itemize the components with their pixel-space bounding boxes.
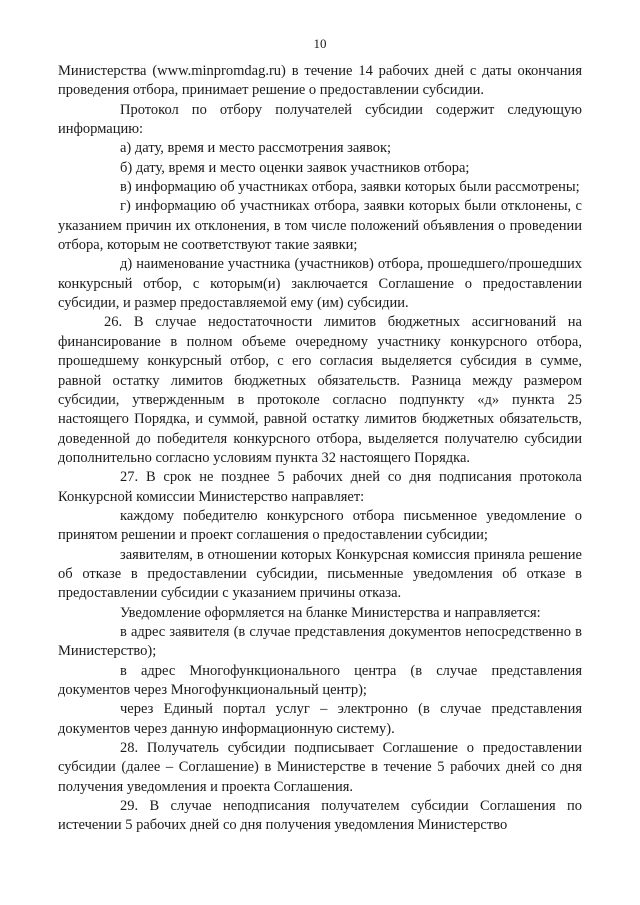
- paragraph-continuation: Министерства (www.minpromdag.ru) в течение 14 рабочих дней с даты окончания проведения отбора, принимает решение о предоставлении субсидии.: [58, 63, 582, 99]
- list-item-d: д) наименование участника (участников) отбора, прошедшего/прошедших конкурсный отбор, с которым(и) заключается Соглашение о предоставлении субсидии, и размер предоставляемой ему (им) субсидии.: [58, 256, 582, 312]
- clause-27: 27. В срок не позднее 5 рабочих дней со дня подписания протокола Конкурсной комиссии Министерство направляет:: [58, 469, 582, 505]
- paragraph-protocol-intro: Протокол по отбору получателей субсидии содержит следующую информацию:: [58, 101, 582, 138]
- clause-29: 29. В случае неподписания получателем субсидии Соглашения по истечении 5 рабочих дней со дня получения уведомления Министерство: [58, 798, 582, 834]
- clause-28: 28. Получатель субсидии подписывает Соглашение о предоставлении субсидии (далее – Соглашение) в Министерстве в течение 5 рабочих дней со дня получения уведомления и проекта Соглашения.: [58, 740, 582, 795]
- clause-27-refusals: заявителям, в отношении которых Конкурсная комиссия приняла решение об отказе в предоставлении субсидии, письменные уведомления об отказе в предоставлении субсидии с указанием причины отказа.: [58, 546, 582, 602]
- document-body: [58, 62, 582, 836]
- notification-form: Уведомление оформляется на бланке Министерства и направляется:: [120, 604, 541, 621]
- list-item-a: а) дату, время и место рассмотрения заявок;: [120, 140, 392, 157]
- page-number: 10: [313, 36, 327, 51]
- list-item-v: в) информацию об участниках отбора, заявки которых были рассмотрены;: [120, 179, 580, 196]
- delivery-applicant: в адрес заявителя (в случае представления документов непосредственно в Министерство);: [58, 623, 582, 660]
- delivery-mfc: в адрес Многофункционального центра (в случае представления документов через Многофункциональный центр);: [58, 662, 582, 698]
- list-item-g: г) информацию об участниках отбора, заявки которых были отклонены, с указанием причин их отклонения, в том числе положений объявления о проведении отбора, которым не соответствуют такие заявки;: [58, 198, 582, 254]
- delivery-portal: через Единый портал услуг – электронно (в случае представления документов через данную информационную систему).: [58, 701, 582, 737]
- clause-26: 26. В случае недостаточности лимитов бюджетных ассигнований на финансирование в полном объеме очередному участнику конкурсного отбора, прошедшему конкурсный отбор, с его согласия выделяется субсидия в сумме, равной остатку лимитов бюджетных обязательств. Разница между размером субсидии, утвержденным в протоколе согласно подпункту «д» пункта 25 настоящего Порядка, и суммой, равной остатку лимитов бюджетных обязательств, доведенной до победителя конкурсного отбора, выделяется получателю субсидии дополнительно согласно условиям пункта 32 настоящего Порядка.: [58, 314, 582, 466]
- clause-27-winners: каждому победителю конкурсного отбора письменное уведомление о принятом решении и проект соглашения о предоставлении субсидии;: [58, 507, 582, 544]
- list-item-b: б) дату, время и место оценки заявок участников отбора;: [120, 159, 470, 176]
